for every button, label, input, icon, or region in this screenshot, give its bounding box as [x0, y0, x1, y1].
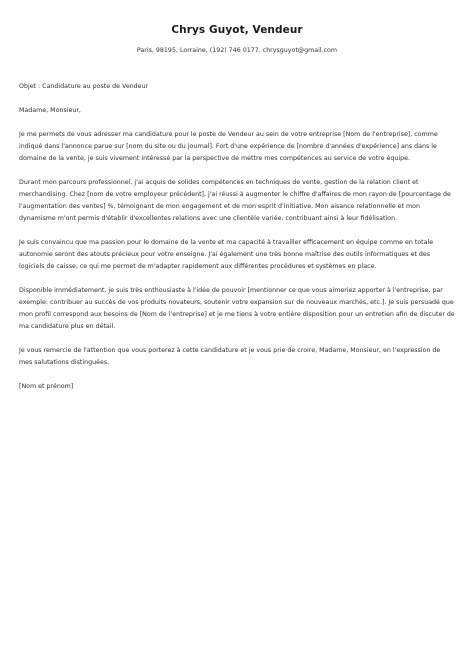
- letter-signature: [Nom et prénom]: [19, 383, 74, 390]
- letter-object: Objet : Candidature au poste de Vendeur: [19, 83, 149, 90]
- letter-paragraph-4: Disponible immédiatement, je suis très enthousiaste à l'idée de pouvoir [mentionner ce que vous aimeriez apporter à l'entreprise, par exemple: contribuer au succès de vos produits novateurs, soutenir votre expansion sur de nouveaux marchés, etc.]. Je suis persuadé que mon profil correspond aux besoins de [Nom de l'entreprise] et je me tiens à votre entière disposition pour un entretien afin de discuter de ma candidature plus en détail.: [19, 287, 455, 330]
- letter-salutation: Madame, Monsieur,: [19, 107, 81, 114]
- letter-paragraph-1: Je me permets de vous adresser ma candidature pour le poste de Vendeur au sein de votre entreprise [Nom de l'entreprise], comme indiqué dans l'annonce parue sur [nom du site ou du journal]. Fort d'une expérience de [nombre d'années d'expérience] ans dans le domaine de la vente, je suis vivement intéressé par la perspective de mettre mes compétences au service de votre équipe.: [19, 131, 438, 162]
- letter-paragraph-3: Je suis convaincu que ma passion pour le domaine de la vente et ma capacité à travailler efficacement en équipe comme en totale autonomie seront des atouts précieux pour votre enseigne. J'ai également une très bonne maîtrise des outils informatiques et des logiciels de caisse, ce qui me permet de m'adapter rapidement aux différentes procédures et systèmes en place.: [19, 239, 434, 270]
- letter-body: [19, 81, 455, 405]
- letter-paragraph-5: Je vous remercie de l'attention que vous porterez à cette candidature et je vous prie de croire, Madame, Monsieur, en l'expression de mes salutations distinguées.: [19, 347, 441, 366]
- sender-name: Chrys Guyot, Vendeur: [171, 24, 303, 36]
- letter-paragraph-2: Durant mon parcours professionnel, j'ai acquis de solides compétences en techniques de vente, gestion de la relation client et merchandising. Chez [nom de votre employeur précédent], j'ai réussi à augmenter le chiffre d'affaires de mon rayon de [pourcentage de l'augmentation des ventes] %, témoignant de mon engagement et de mon esprit d'initiative. Mon aisance relationnelle et mon dynamisme m'ont permis d'établir d'excellentes relations avec une clientèle variée, contribuant ainsi à leur fidélisation.: [19, 179, 451, 222]
- sender-contact: Paris, 98195, Lorraine, (192) 746 0177, chrysguyot@gmail.com: [136, 47, 338, 54]
